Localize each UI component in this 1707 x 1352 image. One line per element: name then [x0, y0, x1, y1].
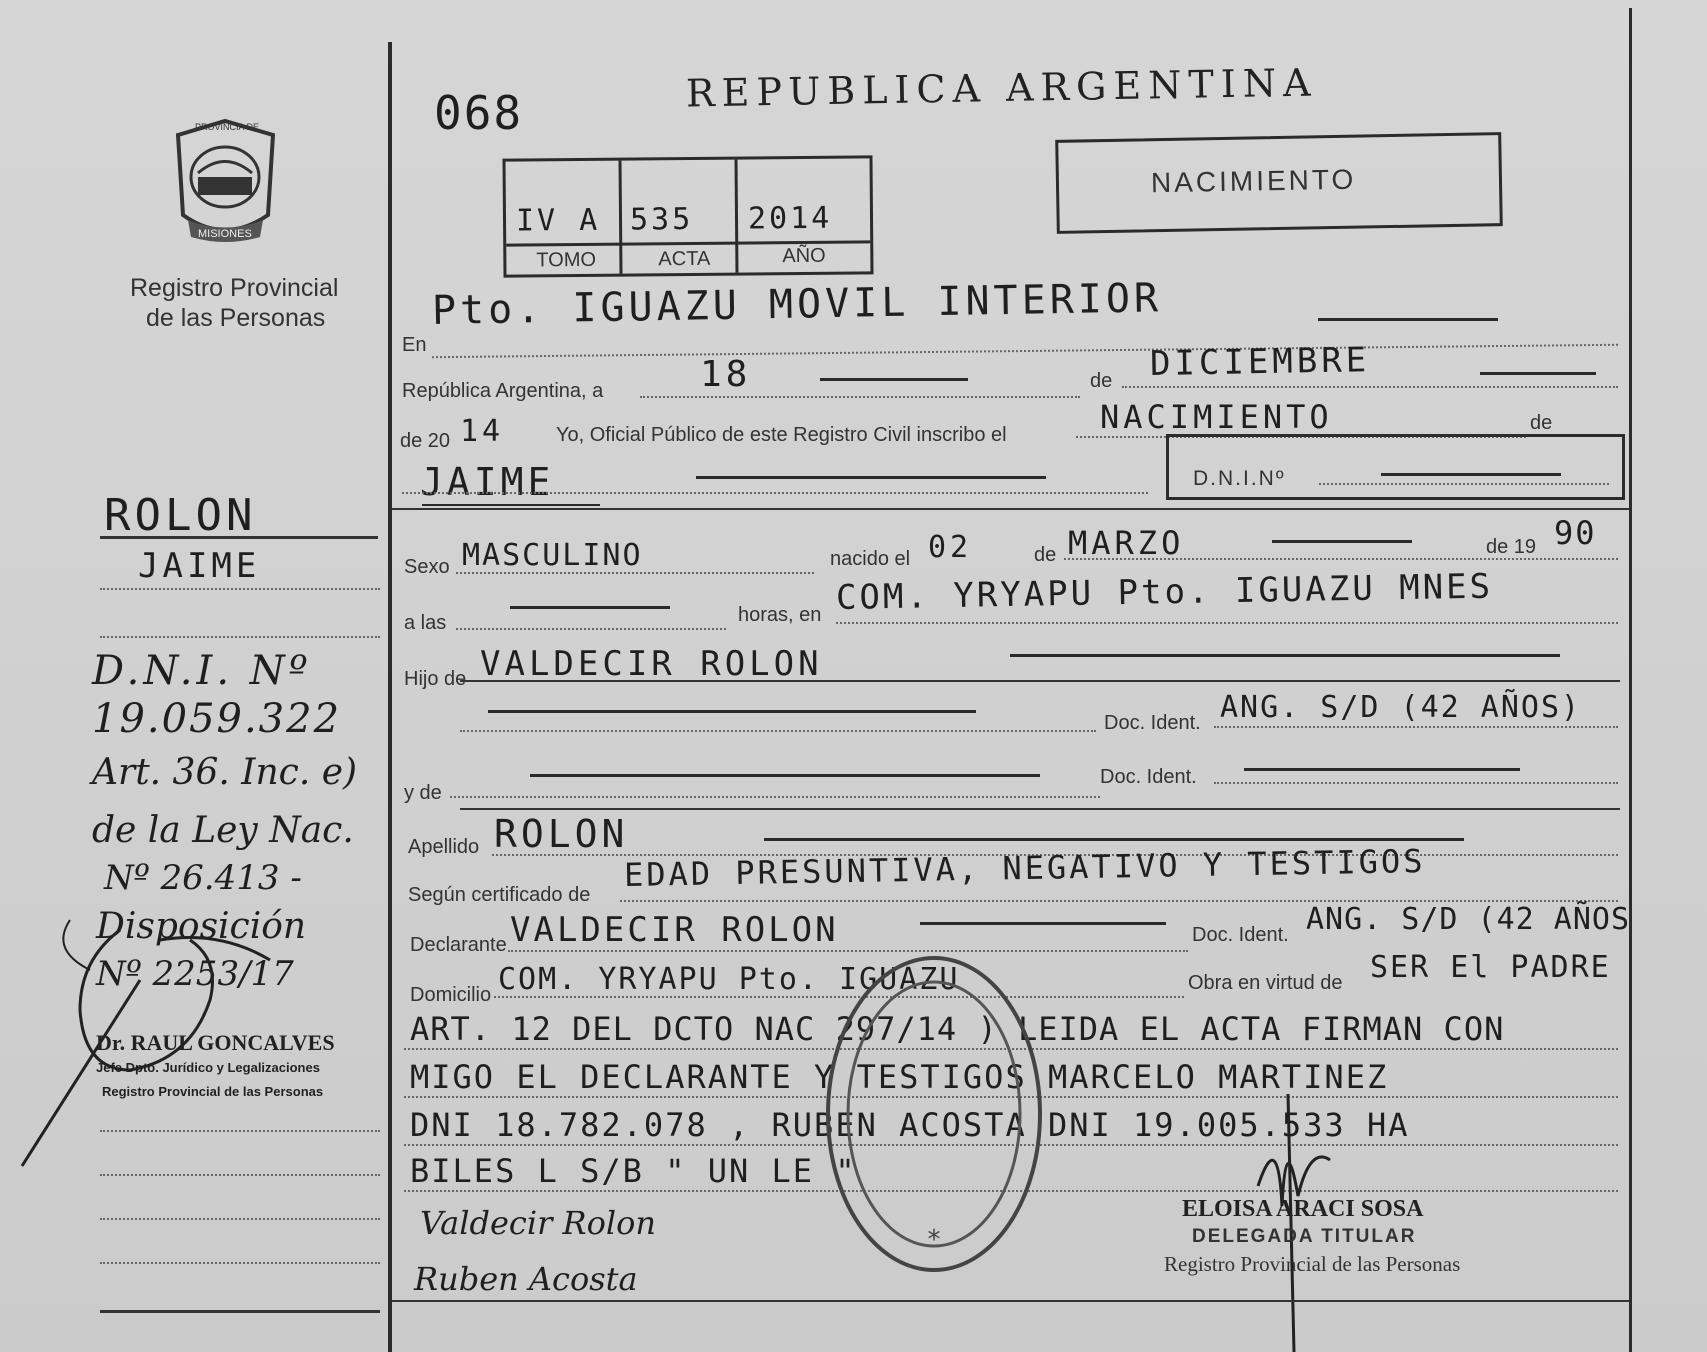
signature-declarante: Valdecir Rolon: [420, 1204, 656, 1242]
domicilio-value: COM. YRYAPU Pto. IGUAZU: [498, 962, 960, 997]
sexo-label: Sexo: [404, 556, 450, 578]
apellido-value: ROLON: [494, 812, 629, 856]
acta-number: 068: [434, 86, 524, 140]
lugar-dotline: [836, 622, 1618, 624]
margin-surname: ROLON: [104, 490, 257, 541]
madre-fill-stroke: [530, 774, 1040, 777]
margin-stamp-name: Dr. RAUL GONCALVES: [96, 1030, 335, 1055]
name-fill-stroke: [696, 476, 1046, 479]
madre-dotline: [450, 796, 1100, 798]
tomo-label: TOMO: [536, 248, 597, 272]
doc-type: NACIMIENTO: [1150, 163, 1357, 199]
doc-padre-value: ANG. S/D (42 AÑOS): [1220, 690, 1582, 725]
official-title: DELEGADA TITULAR: [1192, 1226, 1417, 1247]
republica-label: República Argentina, a: [402, 380, 604, 402]
madre-rule: [460, 808, 1620, 810]
segun-value: EDAD PRESUNTIVA, NEGATIVO Y TESTIGOS: [623, 842, 1426, 894]
declarante-fill-stroke: [920, 922, 1166, 925]
doc-type-box: [1055, 132, 1503, 234]
a-las-dotline: [456, 628, 726, 630]
margin-firstname: JAIME: [138, 546, 261, 586]
doc-padre-fill-stroke: [488, 710, 976, 713]
nacido-day: 02: [928, 530, 973, 565]
margin-stamp-registry: Registro Provincial de las Personas: [102, 1084, 324, 1099]
margin-dotline-1: [100, 588, 380, 590]
margin-stamp-title: Jefe Dpto. Jurídico y Legalizaciones: [96, 1060, 320, 1075]
dni-label: D.N.I.Nº: [1193, 467, 1286, 490]
sexo-value: MASCULINO: [462, 538, 643, 573]
lugar-value: COM. YRYAPU Pto. IGUAZU MNES: [835, 566, 1494, 618]
anio-value: 2014: [747, 200, 833, 237]
seal-text-bottom: MISIONES: [198, 228, 252, 240]
de-label2: de: [1530, 412, 1553, 434]
margin-note-line2: de la Ley Nac.: [92, 810, 354, 851]
padre-value: VALDECIR ROLON: [480, 644, 823, 684]
dni-box: [1166, 434, 1625, 500]
nacido-month: MARZO: [1068, 524, 1185, 562]
section-rule-1: [392, 508, 1629, 510]
margin-divider: [388, 42, 392, 1352]
day-fill-stroke: [820, 378, 968, 381]
oficial-text: Yo, Oficial Público de este Registro Civil inscribo el: [556, 424, 1007, 446]
en-dotline: [432, 344, 1618, 358]
hijo-rule: [460, 680, 1620, 682]
doc-ident-label3: Doc. Ident.: [1192, 924, 1289, 946]
de-label: de: [1090, 370, 1113, 392]
official-registry: Registro Provincial de las Personas: [1164, 1252, 1461, 1276]
a-las-label: a las: [404, 612, 447, 634]
segun-label: Según certificado de: [408, 884, 591, 906]
country-title: REPUBLICA ARGENTINA: [685, 60, 1318, 116]
domicilio-label: Domicilio: [410, 984, 492, 1006]
margin-dni-label: D.N.I. Nº: [92, 648, 312, 694]
margin-note-line3: Nº 26.413 -: [104, 858, 302, 898]
year-suffix-value: 14: [460, 414, 505, 449]
name-dotline: [402, 492, 1148, 494]
doc-ident-label: Doc. Ident.: [1104, 712, 1201, 734]
y-de-label: y de: [404, 782, 442, 804]
obra-value: SER El PADRE: [1370, 950, 1611, 985]
margin-note-line4: Disposición: [96, 906, 307, 947]
registry-name-line2: de las Personas: [146, 304, 326, 332]
republica-dotline: [640, 396, 1080, 398]
doc-padre-dotline2: [1214, 726, 1618, 728]
acta-value: 535: [629, 201, 694, 238]
acta-label: ACTA: [658, 247, 711, 271]
registry-seal-stamp-icon: [820, 948, 1048, 1280]
ref-table: [502, 155, 873, 277]
doc-padre-dotline: [460, 730, 1096, 732]
obs-line2: MIGO EL DECLARANTE Y TESTIGOS MARCELO MARTINEZ: [410, 1058, 1389, 1096]
nacido-label: nacido el: [830, 548, 911, 570]
sexo-dotline: [456, 572, 814, 574]
margin-dotline-5: [100, 1218, 380, 1220]
margin-note-line5: Nº 2253/17: [96, 954, 294, 994]
month-fill-stroke: [1480, 372, 1596, 375]
tomo-value: IV A: [515, 202, 601, 239]
inscribo-value: NACIMIENTO: [1100, 398, 1333, 436]
obs-line1: ART. 12 DEL DCTO NAC 297/14 ) LEIDA EL ACTA FIRMAN CON: [410, 1010, 1505, 1048]
year-prefix-label: de 20: [400, 430, 451, 452]
en-value: Pto. IGUAZU MOVIL INTERIOR: [431, 275, 1163, 334]
doc-ident-label2: Doc. Ident.: [1100, 766, 1197, 788]
horas-label: horas, en: [738, 604, 822, 626]
a-las-fill-stroke: [510, 606, 670, 609]
margin-note-line1: Art. 36. Inc. e): [92, 752, 358, 793]
hijo-label: Hijo de: [404, 668, 467, 690]
seal-text-top: PROVINCIA DE: [195, 122, 260, 132]
margin-dotline-2: [100, 636, 380, 638]
padre-fill-stroke: [1010, 654, 1560, 657]
nacido-year: 90: [1554, 514, 1597, 552]
doc-madre-fill-stroke: [1244, 768, 1520, 771]
obs-line4: BILES L S/B " UN LE ": [410, 1152, 857, 1190]
bottom-rule: [392, 1300, 1629, 1302]
margin-dni-value: 19.059.322: [92, 696, 342, 742]
name-underline: [422, 504, 600, 506]
dni-dotline: [1319, 483, 1609, 485]
doc-madre-dotline: [1214, 782, 1618, 784]
margin-bottom-rule: [100, 1310, 380, 1313]
en-fill-stroke: [1318, 318, 1498, 321]
official-name: ELOISA ARACI SOSA: [1182, 1196, 1424, 1222]
declarante-value: VALDECIR ROLON: [510, 910, 839, 950]
de-label3: de: [1034, 544, 1057, 566]
month-dotline: [1122, 386, 1618, 388]
name-value: JAIME: [420, 460, 555, 504]
doc-declarante-value: ANG. S/D (42 AÑOS: [1306, 902, 1631, 937]
obs-line3: DNI 18.782.078 , RUBEN ACOSTA DNI 19.005.533 HA: [410, 1106, 1410, 1144]
apellido-label: Apellido: [408, 836, 480, 858]
nacido-fill-stroke: [1272, 540, 1412, 543]
anio-label: AÑO: [782, 244, 826, 268]
en-label: En: [402, 334, 427, 356]
margin-dotline-3: [100, 1130, 380, 1132]
de-label4: de 19: [1486, 536, 1537, 558]
dni-fill-stroke: [1381, 473, 1561, 476]
obra-label: Obra en virtud de: [1188, 972, 1343, 994]
registry-name-line1: Registro Provincial: [130, 274, 339, 302]
day-value: 18: [700, 354, 752, 395]
margin-dotline-6: [100, 1262, 380, 1264]
signature-testigo: Ruben Acosta: [414, 1260, 638, 1298]
month-value: DICIEMBRE: [1149, 340, 1371, 384]
declarante-label: Declarante: [410, 934, 507, 956]
margin-dotline-4: [100, 1174, 380, 1176]
margin-rule-1: [100, 536, 378, 539]
right-frame-line: [1629, 8, 1632, 1352]
apellido-fill-stroke: [764, 838, 1464, 841]
svg-text:*: *: [927, 1225, 941, 1255]
